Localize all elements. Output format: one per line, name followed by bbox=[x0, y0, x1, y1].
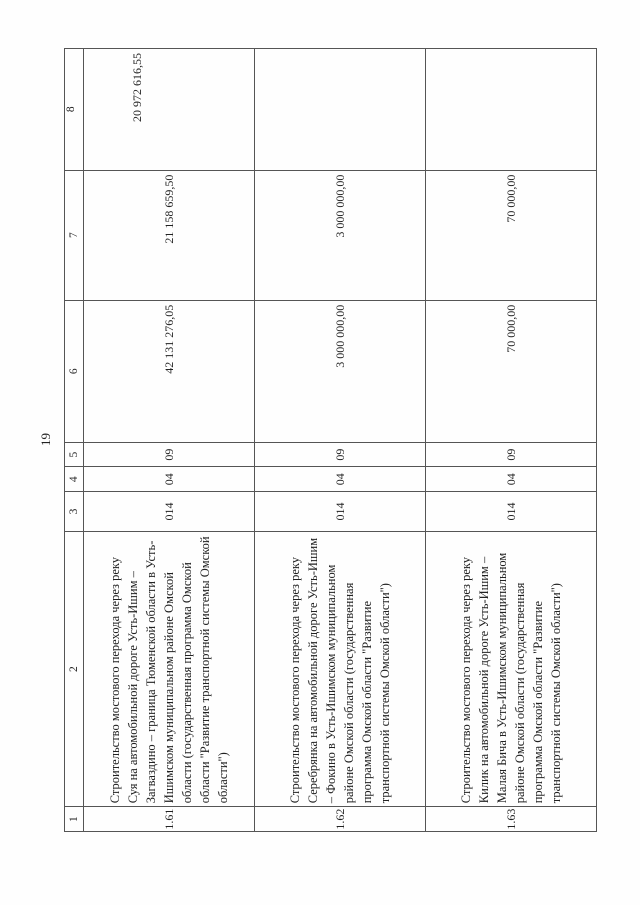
row-amount-8 bbox=[426, 49, 597, 171]
row-code-5: 09 bbox=[84, 442, 255, 467]
row-amount-7: 21 158 659,50 bbox=[84, 170, 255, 300]
row-amount-6: 42 131 276,05 bbox=[84, 300, 255, 442]
table-row bbox=[84, 49, 255, 832]
column-header-6: 6 bbox=[65, 300, 84, 442]
row-name: Строительство мостового перехода через реку Серебрянка на автомобильной дороге Усть-Ишим – Фокино в Усть-Ишимском муниципальном районе Омской области (государственная программа Омской области "Развитие транспортной системы Омской области") bbox=[255, 531, 426, 806]
row-code-4: 04 bbox=[255, 467, 426, 492]
row-code-4: 04 bbox=[84, 467, 255, 492]
row-code-3: 014 bbox=[426, 492, 597, 532]
column-header-5: 5 bbox=[65, 442, 84, 467]
row-code-4: 04 bbox=[426, 467, 597, 492]
row-code-3: 014 bbox=[255, 492, 426, 532]
row-number: 1.62 bbox=[255, 807, 426, 832]
table-row bbox=[255, 49, 426, 832]
row-amount-7: 3 000 000,00 bbox=[255, 170, 426, 300]
column-header-3: 3 bbox=[65, 492, 84, 532]
row-name: Строительство мостового перехода через реку Суя на автомобильной дороге Усть-Ишим – Загваздино – граница Тюменской области в Усть-Ишимском муниципальном районе Омской области (государственная программа Омской области "Развитие транспортной системы Омской области") bbox=[84, 531, 255, 806]
row-amount-6: 3 000 000,00 bbox=[255, 300, 426, 442]
row-amount-7: 70 000,00 bbox=[426, 170, 597, 300]
row-code-5: 09 bbox=[255, 442, 426, 467]
row-number: 1.63 bbox=[426, 807, 597, 832]
budget-table bbox=[64, 48, 597, 832]
row-code-3: 014 bbox=[84, 492, 255, 532]
column-header-row bbox=[65, 49, 84, 832]
column-header-8: 8 bbox=[65, 49, 84, 171]
row-name: Строительство мостового перехода через реку Килик на автомобильной дороге Усть-Ишим – Малая Бича в Усть-Ишимском муниципальном районе Омской области (государственная программа Омской области "Развитие транспортной системы Омской области") bbox=[426, 531, 597, 806]
row-amount-8 bbox=[255, 49, 426, 171]
column-header-1: 1 bbox=[65, 807, 84, 832]
row-amount-8: 20 972 616,55 bbox=[84, 49, 255, 171]
column-header-4: 4 bbox=[65, 467, 84, 492]
column-header-2: 2 bbox=[65, 531, 84, 806]
page-number: 19 bbox=[38, 433, 53, 446]
budget-table-wrapper bbox=[64, 48, 563, 832]
row-amount-6: 70 000,00 bbox=[426, 300, 597, 442]
row-code-5: 09 bbox=[426, 442, 597, 467]
row-number: 1.61 bbox=[84, 807, 255, 832]
table-row bbox=[426, 49, 597, 832]
column-header-7: 7 bbox=[65, 170, 84, 300]
